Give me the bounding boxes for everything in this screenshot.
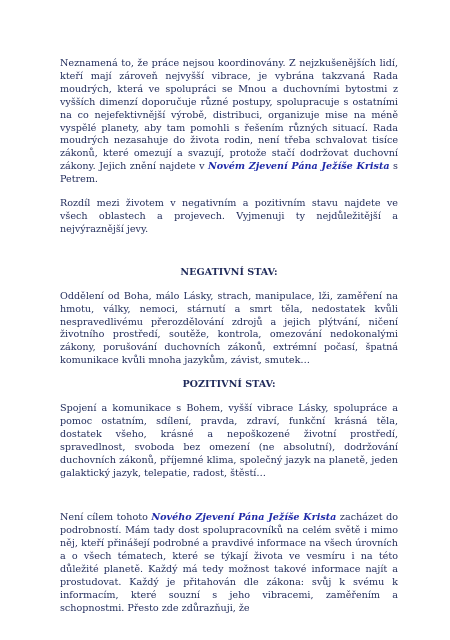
book-title-reference: Nového Zjevení Pána Ježíše Krista <box>151 512 337 524</box>
section-spacer <box>60 480 398 512</box>
paragraph-difference: Rozdíl mezi životem v negativním a pozitivním stavu najdete ve všech oblastech a projevech. Vyjmenuji ty nejdůležitější a nejvýraznější jevy. <box>60 198 398 235</box>
paragraph-text: Neznamená to, že práce nejsou koordinovány. Z nejzkušenějších lidí, kteří mají zároveň nejvyšší vibrace, je vybrána takzvaná Rada moudrých, která ve spolupráci se Mnou a duchovními bytostmi z vyšších dimenzí doporučuje různé postupy, spolupracuje s ostatními na co nejefektivnější výrobě, distribuci, organizuje mise na méně vyspělé planety, aby tam pomohli s řešením různých situací. Rada moudrých nezasahuje do života rodin, není třeba schvalovat tisíce zákonů, které omezují a svazují, protože stačí dodržovat duchovní zákony. Jejich znění najdete v <box>60 58 398 173</box>
paragraph-council <box>60 58 398 187</box>
paragraph-text: Není cílem tohoto <box>60 512 152 524</box>
paragraph-text: s Petrem. <box>60 161 398 186</box>
paragraph-negative-state: Oddělení od Boha, málo Lásky, strach, manipulace, lži, zaměření na hmotu, války, nemoci, stárnutí a smrt těla, nedostatek kvůli nespravedlivému přerozdělování zdrojů a jejich plýtvání, ničení životního prostředí, soutěže, kontrola, omezování nedokonalými zákony, porušování duchovních zákonů, extrémní počasí, špatná komunikace kvůli mnoha jazykům, závist, smutek… <box>60 290 398 367</box>
book-title-reference: Novém Zjevení Pána Ježíše Krista <box>208 161 390 173</box>
heading-positive-state: POZITIVNÍ STAV: <box>182 379 276 391</box>
paragraph-purpose <box>60 512 398 615</box>
paragraph-text: zacházet do podrobností. Mám tady dost spolupracovníků na celém světě i mimo něj, kteří přinášejí podrobné a pravdivé informace na všech úrovních a o všech tématech, které se týkají života ve vesmíru i na této důležité planetě. Každý má tedy možnost takové informace najít a prostudovat. Každý je přitahován dle zákona: svůj k svému k informacím, které souzní s jeho vibracemi, zaměřením a schopnostmi. Přesto zde zdůrazňuji, že <box>60 512 398 614</box>
paragraph-positive-state: Spojení a komunikace s Bohem, vyšší vibrace Lásky, spolupráce a pomoc ostatním, sdílení, pravda, zdraví, funkční krásná těla, dostatek všeho, krásné a nepoškozené životní prostředí, spravedlnost, svoboda bez omezení (ne absolutní), dodržování duchovních zákonů, příjemné klima, společný jazyk na planetě, jeden galaktický jazyk, telepatie, radost, štěstí… <box>60 403 398 479</box>
heading-negative-state: NEGATIVNÍ STAV: <box>180 266 278 278</box>
